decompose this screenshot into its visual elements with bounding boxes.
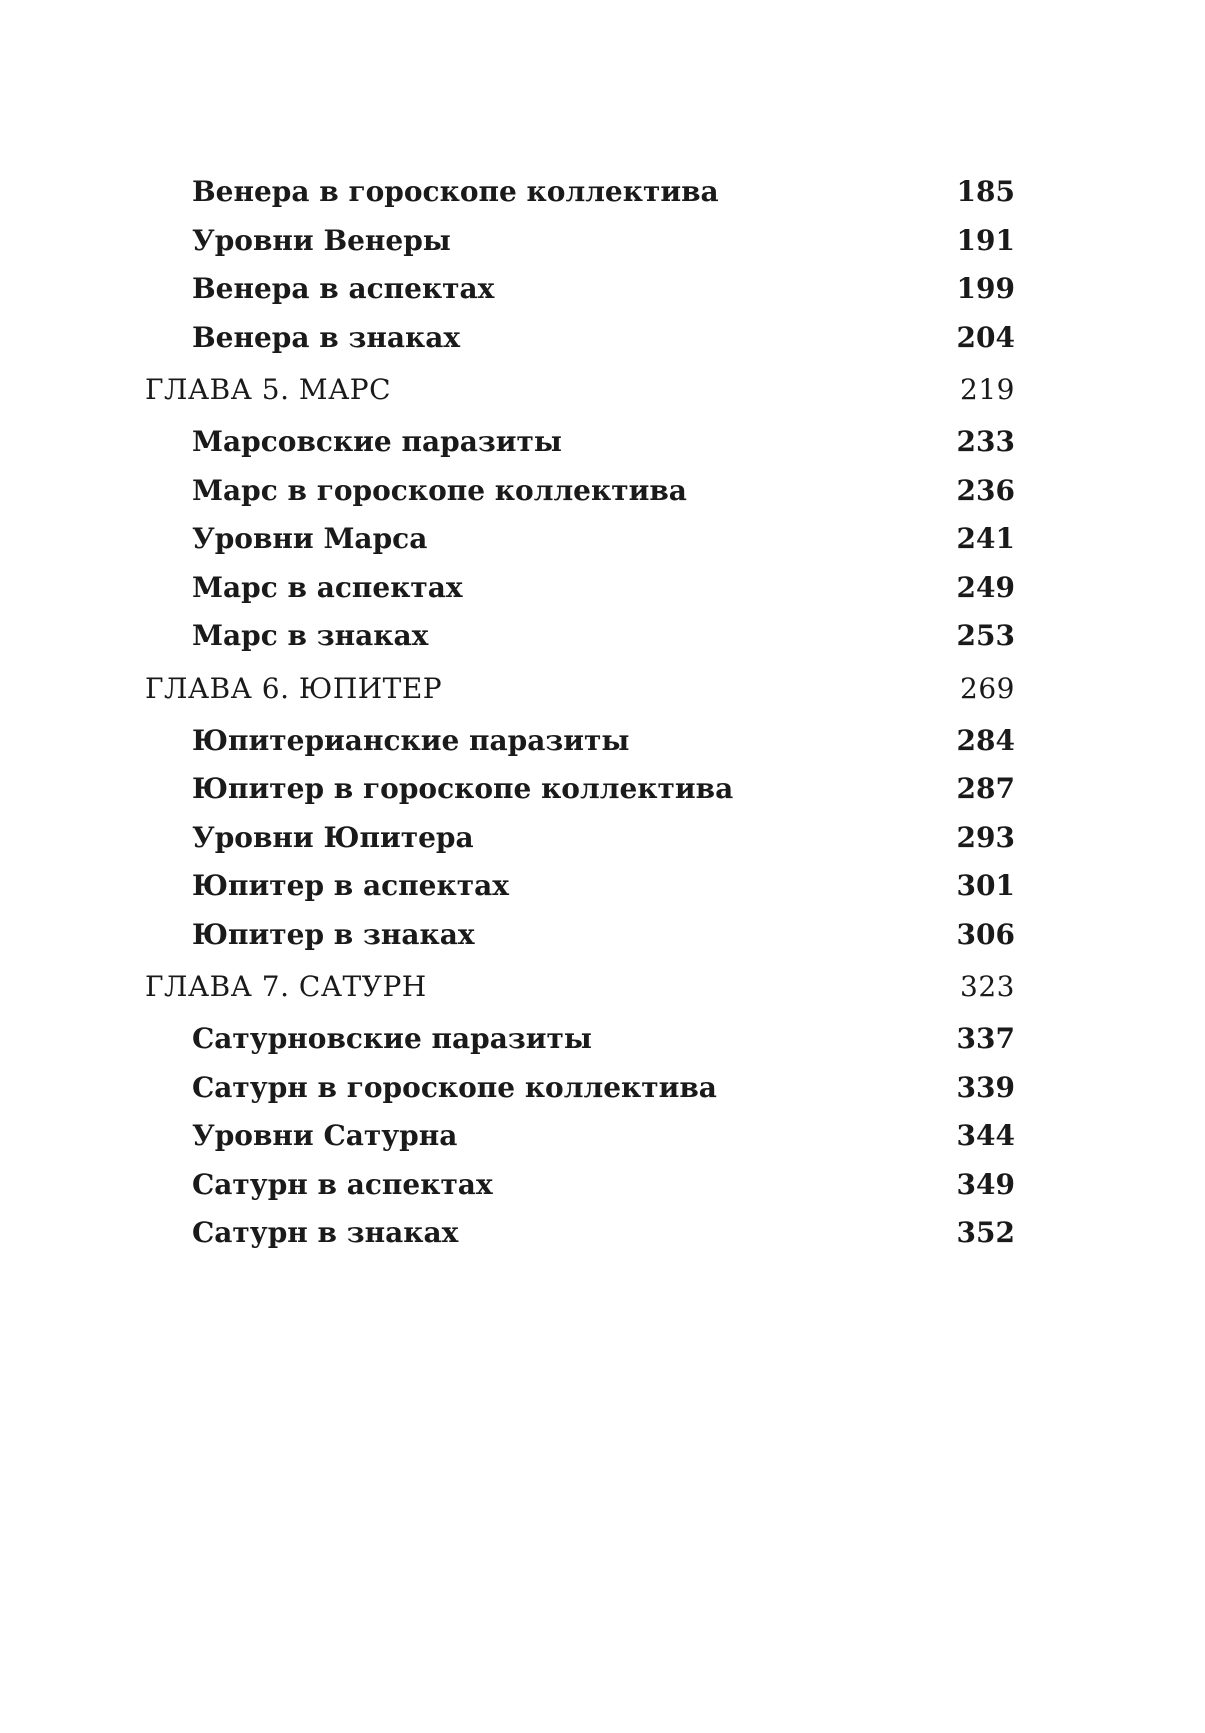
dot-leader	[431, 520, 952, 548]
toc-entry-mars-signs[interactable]	[145, 612, 1015, 661]
toc-entry-label: Венера в знаках	[192, 320, 461, 354]
toc-chapter-6[interactable]	[145, 661, 1015, 717]
toc-entry-label: Венера в аспектах	[192, 272, 495, 305]
toc-entry-page: 185	[956, 175, 1015, 208]
toc-chapter-label: ГЛАВА 7. САТУРН	[145, 970, 427, 1003]
toc-entry-jupiter-collective[interactable]	[145, 765, 1015, 814]
toc-chapter-label: ГЛАВА 6. ЮПИТЕР	[145, 671, 443, 705]
dot-leader	[691, 472, 953, 500]
toc-entry-label: Сатурновские паразиты	[192, 1022, 592, 1055]
toc-chapter-page: 269	[960, 671, 1015, 705]
toc-entry-page: 301	[956, 869, 1015, 902]
dot-leader	[596, 1020, 953, 1048]
dot-leader	[462, 1214, 952, 1242]
toc-entry-page: 199	[956, 272, 1015, 305]
toc-entry-saturn-collective[interactable]	[145, 1064, 1015, 1113]
toc-entry-label: Марсовские паразиты	[192, 425, 562, 458]
toc-entry-page: 287	[956, 772, 1015, 805]
toc-entry-label: Уровни Юпитера	[192, 820, 474, 854]
toc-entry-page: 306	[956, 917, 1015, 951]
dot-leader	[446, 670, 945, 698]
dot-leader	[478, 819, 953, 847]
toc-chapter-7[interactable]	[145, 959, 1015, 1015]
toc-entry-label: Юпитер в гороскопе коллектива	[192, 772, 734, 805]
toc-entry-page: 339	[956, 1070, 1015, 1104]
toc-chapter-label: ГЛАВА 5. МАРС	[145, 373, 392, 406]
toc-entry-mars-levels[interactable]	[145, 515, 1015, 564]
toc-entry-label: Венера в гороскопе коллектива	[192, 175, 719, 208]
toc-entry-label: Сатурн в аспектах	[192, 1167, 493, 1201]
toc-entry-jupiter-signs[interactable]	[145, 911, 1015, 960]
dot-leader	[479, 916, 953, 944]
toc-entry-saturn-signs[interactable]	[145, 1209, 1015, 1258]
toc-entry-page: 352	[956, 1216, 1015, 1249]
toc-entry-label: Марс в знаках	[192, 619, 429, 652]
toc-entry-page: 337	[956, 1022, 1015, 1055]
toc-entry-page: 233	[956, 425, 1015, 458]
toc-entry-page: 191	[956, 223, 1015, 257]
dot-leader	[467, 569, 953, 597]
toc-entry-page: 253	[956, 619, 1015, 652]
toc-entry-label: Юпитер в знаках	[192, 917, 475, 951]
dot-leader	[633, 722, 952, 750]
dot-leader	[497, 1166, 953, 1194]
toc-entry-page: 236	[956, 473, 1015, 507]
toc-entry-page: 284	[956, 723, 1015, 757]
dot-leader	[432, 617, 952, 645]
dot-leader	[737, 770, 952, 798]
toc-chapter-page: 219	[960, 373, 1015, 406]
toc-entry-label: Сатурн в гороскопе коллектива	[192, 1070, 717, 1104]
toc-entry-venus-signs[interactable]	[145, 314, 1015, 363]
toc-entry-label: Сатурн в знаках	[192, 1216, 459, 1249]
dot-leader	[431, 968, 945, 996]
toc-entry-page: 349	[956, 1167, 1015, 1201]
dot-leader	[498, 270, 952, 298]
dot-leader	[395, 371, 945, 399]
dot-leader	[721, 1069, 953, 1097]
toc-entry-label: Уровни Сатурна	[192, 1119, 458, 1152]
toc-entry-label: Марс в гороскопе коллектива	[192, 473, 687, 507]
toc-entry-label: Уровни Венеры	[192, 223, 451, 257]
toc-entry-label: Марс в аспектах	[192, 570, 463, 604]
toc-entry-jupiter-parasites[interactable]	[145, 717, 1015, 766]
toc-chapter-5[interactable]	[145, 362, 1015, 418]
table-of-contents	[145, 168, 1015, 1258]
toc-entry-venus-collective[interactable]	[145, 168, 1015, 217]
dot-leader	[513, 867, 953, 895]
toc-entry-venus-levels[interactable]	[145, 217, 1015, 266]
dot-leader	[464, 319, 953, 347]
toc-entry-page: 249	[956, 570, 1015, 604]
dot-leader	[461, 1117, 952, 1145]
toc-entry-jupiter-levels[interactable]	[145, 814, 1015, 863]
toc-entry-page: 344	[956, 1119, 1015, 1152]
toc-entry-label: Уровни Марса	[192, 522, 428, 555]
dot-leader	[566, 423, 953, 451]
toc-entry-saturn-aspects[interactable]	[145, 1161, 1015, 1210]
toc-entry-page: 293	[956, 820, 1015, 854]
toc-entry-mars-collective[interactable]	[145, 467, 1015, 516]
toc-entry-page: 204	[956, 320, 1015, 354]
toc-entry-venus-aspects[interactable]	[145, 265, 1015, 314]
dot-leader	[455, 222, 953, 250]
toc-entry-label: Юпитер в аспектах	[192, 869, 509, 902]
dot-leader	[723, 173, 953, 201]
toc-entry-mars-aspects[interactable]	[145, 564, 1015, 613]
toc-entry-label: Юпитерианские паразиты	[192, 723, 630, 757]
toc-entry-jupiter-aspects[interactable]	[145, 862, 1015, 911]
toc-entry-saturn-parasites[interactable]	[145, 1015, 1015, 1064]
toc-entry-mars-parasites[interactable]	[145, 418, 1015, 467]
toc-entry-page: 241	[956, 522, 1015, 555]
toc-entry-saturn-levels[interactable]	[145, 1112, 1015, 1161]
toc-chapter-page: 323	[960, 970, 1015, 1003]
